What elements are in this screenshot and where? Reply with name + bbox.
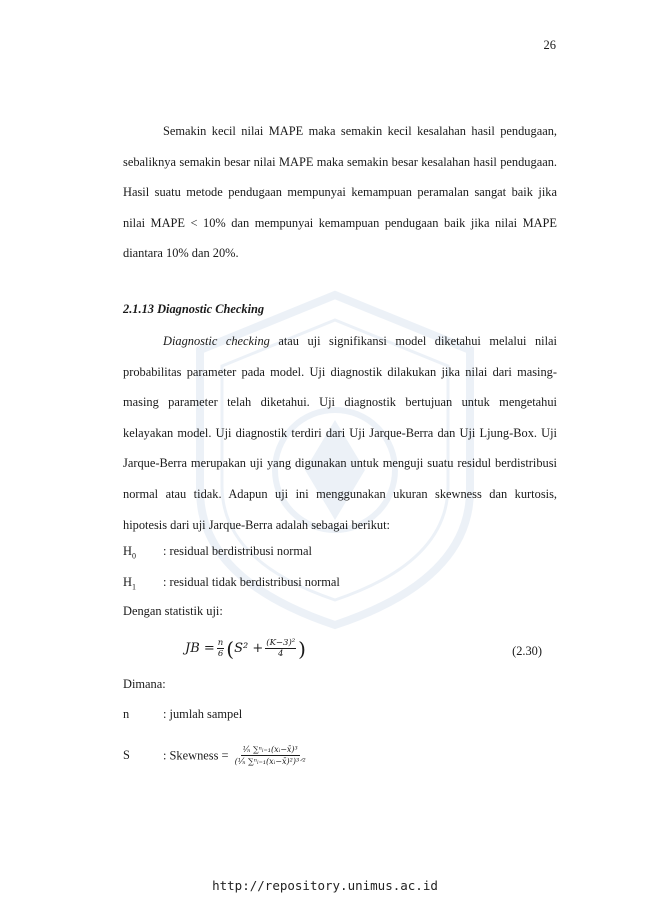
hypothesis-h0 — [123, 544, 312, 562]
paragraph-mape-text: Semakin kecil nilai MAPE maka semakin kecil kesalahan hasil pendugaan, sebaliknya semakin besar nilai MAPE maka semakin besar kesalahan hasil pendugaan. Hasil suatu metode pendugaan mempunyai kemampuan peramalan sangat baik jika nilai MAPE < 10% dan mempunyai kemampuan pendugaan baik jika nilai MAPE diantara 10% dan 20%. — [123, 124, 557, 261]
formula-lhs: JB = — [185, 641, 215, 656]
definition-text: : jumlah sampel — [163, 707, 243, 721]
definition-s — [123, 745, 306, 766]
skewness-formula: $\frac{\text{¹⁄ₙ ∑ⁿᵢ₌₁(xᵢ−x̄)³}}{\text{(¹⁄ₙ ∑ⁿᵢ₌₁(xᵢ−x̄)²)³ᐟ²}}$ — [234, 745, 306, 766]
hypothesis-symbol: $H_0$ — [123, 544, 136, 561]
definition-text: : Skewness = — [163, 748, 232, 763]
section-heading: 2.1.13 Diagnostic Checking — [123, 302, 265, 316]
dimana-label: Dimana: — [123, 677, 166, 691]
equation-number: (2.30) — [512, 644, 542, 658]
paragraph-mape — [123, 116, 557, 269]
hypothesis-text: : residual berdistribusi normal — [163, 544, 313, 558]
jb-formula: JB = $\frac{n}{6}$ ( S² + $\frac{\text{(K−3)²}}{4}$ ) — [185, 636, 306, 661]
formula-fraction-n-6: $\frac{n}{6}$ — [217, 638, 224, 659]
hypothesis-symbol: $H_1$ — [123, 575, 136, 592]
paragraph-diagnostic-text: atau uji signifikansi model diketahui melalui nilai probabilitas parameter pada model. Uji diagnostik dilakukan jika nilai dari masing-masing parameter telah diketahui. Uji diagnostik bertujuan untuk mengetahui kelayakan model. Uji diagnostik terdiri dari Uji Jarque-Berra dan Uji Ljung-Box. Uji Jarque-Berra merupakan uji yang digunakan untuk menguji suatu residul berdistribusi normal atau tidak. Adapun uji ini menggunakan ukuran skewness dan kurtosis, hipotesis dari uji Jarque-Berra adalah sebagai berikut: — [123, 334, 557, 532]
hypothesis-text: : residual tidak berdistribusi normal — [163, 575, 340, 589]
paragraph-diagnostic-lead: Diagnostic checking — [163, 334, 270, 348]
paragraph-diagnostic — [123, 326, 557, 540]
footer-url: http://repository.unimus.ac.id — [212, 878, 438, 893]
statistic-label: Dengan statistik uji: — [123, 604, 223, 618]
definition-symbol: S — [123, 747, 130, 762]
formula-s-squared: S² + — [234, 641, 264, 656]
formula-fraction-kurtosis: $\frac{\text{(K−3)²}}{4}$ — [266, 638, 296, 659]
definition-n — [123, 707, 242, 725]
definition-symbol: n — [123, 707, 130, 721]
hypothesis-h1 — [123, 575, 340, 593]
page-number: 26 — [543, 38, 556, 52]
